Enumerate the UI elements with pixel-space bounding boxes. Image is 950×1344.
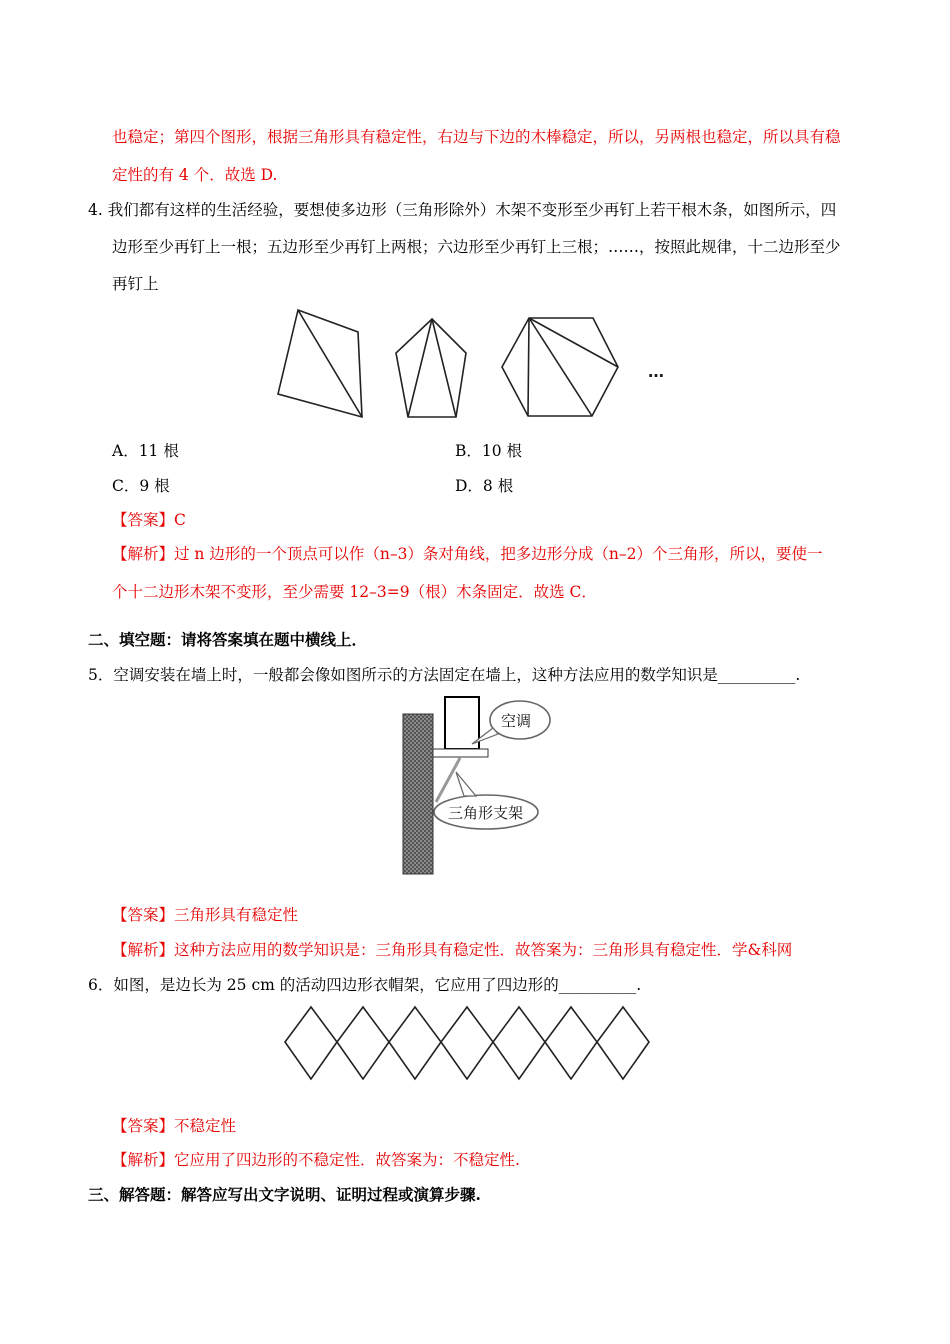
option-c: C．9 根: [112, 477, 170, 495]
rhombus: [441, 1007, 493, 1079]
question-6-analysis: 【解析】它应用了四边形的不稳定性．故答案为：不稳定性.: [112, 1151, 520, 1169]
prev-analysis-line-2: 定性的有 4 个．故选 D.: [112, 166, 278, 184]
question-4-analysis-line-2: 个十二边形木架不变形，至少需要 12–3=9（根）木条固定．故选 C．: [112, 583, 597, 601]
rhombus: [337, 1007, 389, 1079]
prev-analysis-line-1: 也稳定；第四个图形，根据三角形具有稳定性，右边与下边的木棒稳定，所以，另两根也稳定，所以具有稳: [112, 128, 841, 146]
polygon-diagonals-figure: [270, 305, 690, 425]
question-4-line-1: 4. 我们都有这样的生活经验，要想使多边形（三角形除外）木架不变形至少再钉上若干根木条，如图所示，四: [88, 201, 837, 219]
air-conditioner-unit: [445, 697, 479, 749]
rhombus: [285, 1007, 337, 1079]
question-4-analysis-line-1: 【解析】过 n 边形的一个顶点可以作（n–3）条对角线，把多边形分成（n–2）个三角形，所以，要使一: [112, 545, 823, 563]
pentagon-with-diagonals: [396, 319, 466, 417]
question-5-text: 5．空调安装在墙上时，一般都会像如图所示的方法固定在墙上，这种方法应用的数学知识是__________.: [88, 666, 801, 684]
ellipsis: …: [648, 362, 664, 381]
bracket-strut: [436, 758, 460, 802]
bracket-label: 三角形支架: [448, 804, 524, 822]
quadrilateral-with-diagonal: [278, 310, 362, 417]
rhombus: [389, 1007, 441, 1079]
question-4-answer: 【答案】C: [112, 511, 186, 529]
bracket-shelf: [433, 749, 488, 757]
option-a: A．11 根: [112, 442, 179, 460]
question-5-analysis: 【解析】这种方法应用的数学知识是：三角形具有稳定性．故答案为：三角形具有稳定性．学&科网: [112, 941, 793, 959]
question-4-line-2: 边形至少再钉上一根；五边形至少再钉上两根；六边形至少再钉上三根；……，按照此规律，十二边形至少: [112, 238, 841, 256]
rhombus: [493, 1007, 545, 1079]
question-6-text: 6．如图，是边长为 25 cm 的活动四边形衣帽架，它应用了四边形的__________.: [88, 976, 642, 994]
wall: [403, 714, 433, 874]
option-d: D．8 根: [455, 477, 514, 495]
coat-rack-figure: [280, 1002, 670, 1084]
section-3-heading: 三、解答题：解答应写出文字说明、证明过程或演算步骤.: [88, 1185, 481, 1204]
option-b: B．10 根: [455, 442, 523, 460]
question-6-answer: 【答案】不稳定性: [112, 1117, 237, 1135]
hexagon-with-diagonals: [502, 318, 618, 416]
rhombus: [597, 1007, 649, 1079]
question-4-line-3: 再钉上: [112, 275, 159, 293]
section-2-heading: 二、填空题：请将答案填在题中横线上．: [88, 630, 368, 649]
air-conditioner-label: 空调: [501, 712, 532, 730]
rhombus: [545, 1007, 597, 1079]
question-5-answer: 【答案】三角形具有稳定性: [112, 906, 299, 924]
air-conditioner-bracket-figure: [398, 692, 558, 878]
